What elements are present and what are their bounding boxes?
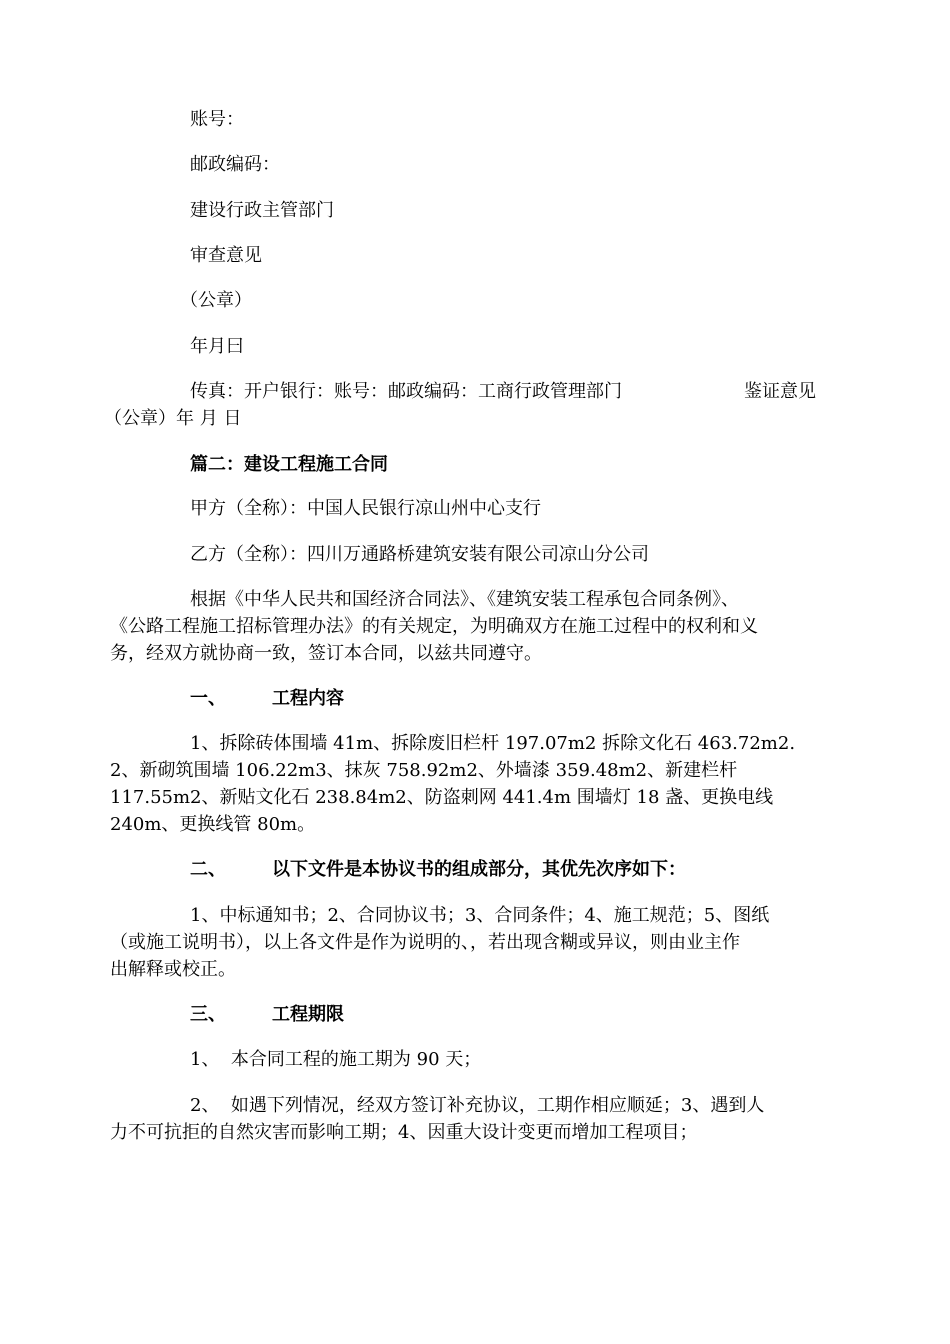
verification-opinion: 鉴证意见 bbox=[744, 381, 816, 402]
heading-1-number: 一、 bbox=[190, 688, 226, 709]
construction-dept-label: 建设行政主管部门 bbox=[190, 200, 334, 221]
docs-line-1: 1、中标通知书；2、合同协议书；3、合同条件；4、施工规范；5、图纸 bbox=[190, 905, 770, 926]
content-line-1: 1、拆除砖体围墙 41m、拆除废旧栏杆 197.07m2 拆除文化石 463.72m2. bbox=[190, 733, 796, 754]
date-label: 年月曰 bbox=[190, 336, 244, 357]
intro-line-2: 《公路工程施工招标管理办法》的有关规定，为明确双方在施工过程中的权利和义 bbox=[110, 616, 758, 637]
term-item-2-line-1: 2、 如遇下列情况，经双方签订补充协议，工期作相应顺延；3、遇到人 bbox=[190, 1095, 765, 1116]
heading-2-title: 以下文件是本协议书的组成部分，其优先次序如下： bbox=[272, 859, 686, 880]
content-line-4: 240m、更换线管 80m。 bbox=[110, 814, 316, 835]
seal-date-line: （公章）年 月 日 bbox=[104, 408, 242, 429]
heading-3-number: 三、 bbox=[190, 1004, 226, 1025]
term-item-1: 1、 本合同工程的施工期为 90 天； bbox=[190, 1049, 482, 1070]
seal-label: （公章） bbox=[180, 290, 252, 311]
term-item-2-line-2: 力不可抗拒的自然灾害而影响工期；4、因重大设计变更而增加工程项目； bbox=[110, 1122, 698, 1143]
account-label: 账号： bbox=[190, 109, 244, 130]
postcode-label: 邮政编码： bbox=[190, 154, 280, 175]
fax-line: 传真：开户银行：账号：邮政编码：工商行政管理部门 bbox=[190, 381, 622, 402]
heading-2-number: 二、 bbox=[190, 859, 226, 880]
section-title: 篇二：建设工程施工合同 bbox=[190, 454, 388, 475]
intro-line-3: 务，经双方就协商一致，签订本合同，以兹共同遵守。 bbox=[110, 643, 542, 664]
review-opinion-label: 审查意见 bbox=[190, 245, 262, 266]
party-a: 甲方（全称）：中国人民银行凉山州中心支行 bbox=[190, 498, 541, 519]
party-b: 乙方（全称）：四川万通路桥建筑安装有限公司凉山分公司 bbox=[190, 544, 649, 565]
content-line-2: 2、新砌筑围墙 106.22m3、抹灰 758.92m2、外墙漆 359.48m2、新建栏杆 bbox=[110, 760, 738, 781]
content-line-3: 117.55m2、新贴文化石 238.84m2、防盗刺网 441.4m 围墙灯 18 盏、更换电线 bbox=[110, 787, 774, 808]
docs-line-3: 出解释或校正。 bbox=[110, 959, 236, 980]
intro-line-1: 根据《中华人民共和国经济合同法》、《建筑安装工程承包合同条例》、 bbox=[190, 589, 739, 610]
docs-line-2: （或施工说明书），以上各文件是作为说明的、，若出现含糊或异议，则由业主作 bbox=[110, 932, 740, 953]
heading-3-title: 工程期限 bbox=[272, 1004, 344, 1025]
heading-1-title: 工程内容 bbox=[272, 688, 344, 709]
